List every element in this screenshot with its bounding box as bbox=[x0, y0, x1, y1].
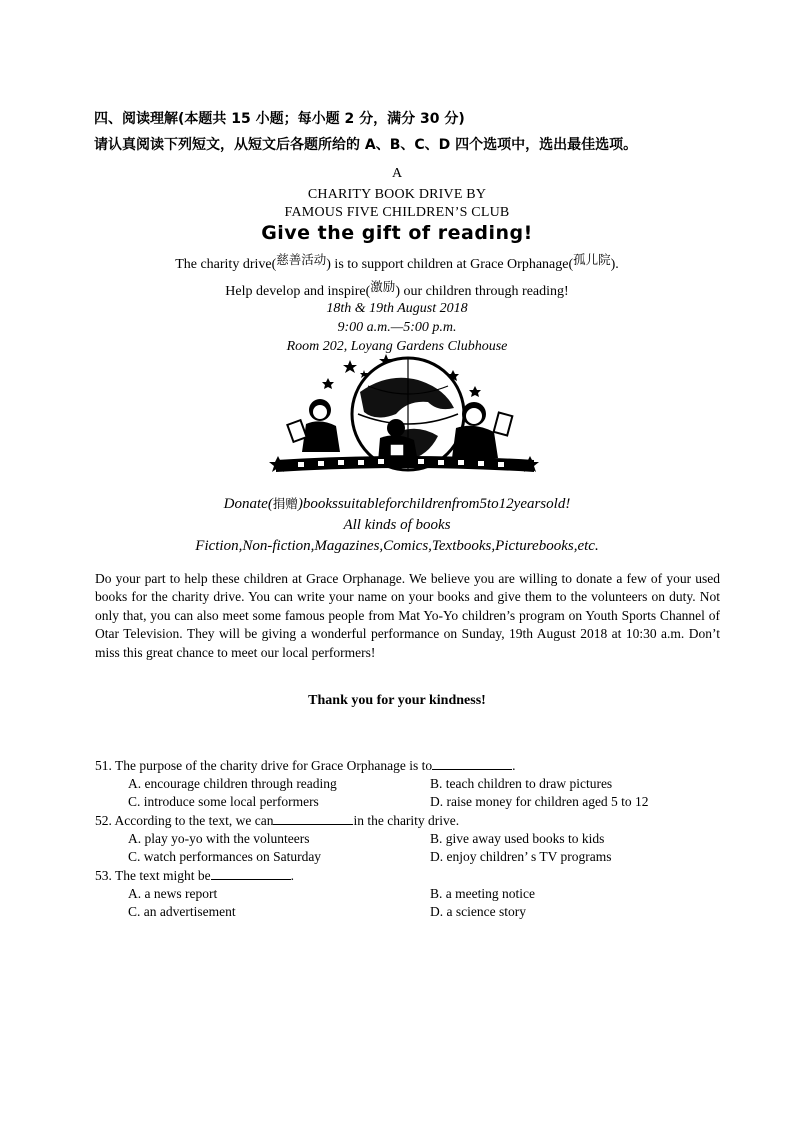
purpose-text-b: ) is to support children at Grace Orphanage( bbox=[326, 257, 574, 272]
org-line-2: FAMOUS FIVE CHILDREN’S CLUB bbox=[284, 205, 510, 220]
gloss-orphanage: 孤儿院 bbox=[573, 252, 611, 267]
purpose-text-a: The charity drive( bbox=[175, 257, 277, 272]
q51-option-c: C. introduce some local performers bbox=[128, 794, 319, 809]
event-time: 9:00 a.m.—5:00 p.m. bbox=[337, 320, 457, 335]
answer-blank bbox=[273, 812, 353, 825]
question-52-text: 52. According to the text, we can bbox=[95, 813, 274, 828]
question-52-end: in the charity drive. bbox=[353, 813, 460, 828]
gloss-donate: 捐赠 bbox=[272, 496, 298, 511]
q52-option-b: B. give away used books to kids bbox=[430, 831, 605, 846]
inspire-text-b: ) our children through reading! bbox=[395, 284, 569, 299]
event-date: 18th & 19th August 2018 bbox=[326, 301, 468, 316]
book-kinds: All kinds of books bbox=[343, 517, 451, 533]
passage-label: A bbox=[391, 166, 403, 181]
thanks-line: Thank you for your kindness! bbox=[308, 693, 486, 708]
q51-option-a: A. encourage children through reading bbox=[128, 776, 337, 791]
q51-option-d: D. raise money for children aged 5 to 12 bbox=[430, 794, 649, 809]
section-instruction: 请认真阅读下列短文，从短文后各题所给的 A、B、C、D 四个选项中，选出最佳选项。 bbox=[94, 137, 638, 153]
purpose-line bbox=[0, 254, 794, 273]
gloss-inspire: 激励 bbox=[370, 279, 396, 294]
children-reading-globe-illustration bbox=[268, 352, 540, 482]
event-place: Room 202, Loyang Gardens Clubhouse bbox=[286, 339, 508, 354]
q53-option-a: A. a news report bbox=[128, 886, 218, 901]
q53-option-b: B. a meeting notice bbox=[430, 886, 535, 901]
answer-blank bbox=[432, 757, 512, 770]
org-line-1: CHARITY BOOK DRIVE BY bbox=[307, 187, 487, 202]
donate-text-b: )bookssuitableforchildrenfrom5to12yearsold! bbox=[297, 496, 571, 512]
q52-option-a: A. play yo-yo with the volunteers bbox=[128, 831, 310, 846]
inspire-text-a: Help develop and inspire( bbox=[225, 284, 371, 299]
purpose-text-c: ). bbox=[610, 257, 619, 272]
q53-option-c: C. an advertisement bbox=[128, 904, 236, 919]
section-title: 四、阅读理解(本题共 15 小题；每小题 2 分，满分 30 分) bbox=[94, 111, 465, 127]
gloss-charity-drive: 慈善活动 bbox=[276, 252, 327, 267]
passage-body: Do your part to help these children at Grace Orphanage. We believe you are willing to donate a few of your used books for the charity drive. You can write your name on your books and give them to the volunteers on duty. Not only that, you can also meet some famous people from Mat Yo-Yo children’s program on Youth Sports Channel of Otar Television. They will be giving a wonderful performance on Sunday, 19th August 2018 at 10:30 a.m. Don’t miss this great chance to meet our local performers! bbox=[95, 571, 720, 660]
question-53-stem bbox=[95, 867, 294, 884]
answer-blank bbox=[211, 867, 291, 880]
question-51-text: 51. The purpose of the charity drive for Grace Orphanage is to bbox=[95, 758, 433, 773]
q52-option-d: D. enjoy children’ s TV programs bbox=[430, 849, 612, 864]
q53-option-d: D. a science story bbox=[430, 904, 526, 919]
book-types: Fiction,Non-fiction,Magazines,Comics,Textbooks,Picturebooks,etc. bbox=[195, 538, 599, 554]
question-51-end: . bbox=[512, 758, 516, 773]
inspire-line bbox=[0, 281, 794, 300]
question-51-stem bbox=[95, 757, 516, 774]
donate-line bbox=[0, 494, 794, 513]
question-53-end: . bbox=[290, 868, 294, 883]
donate-text-a: Donate( bbox=[223, 496, 273, 512]
q51-option-b: B. teach children to draw pictures bbox=[430, 776, 613, 791]
question-53-text: 53. The text might be bbox=[95, 868, 211, 883]
q52-option-c: C. watch performances on Saturday bbox=[128, 849, 322, 864]
question-52-stem bbox=[95, 812, 459, 829]
slogan: Give the gift of reading! bbox=[261, 222, 533, 244]
